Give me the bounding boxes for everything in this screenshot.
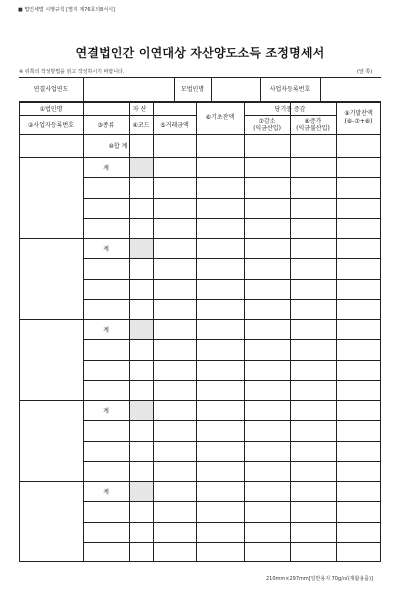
col-closing: ⑨기말잔액 — [344, 110, 373, 117]
grid-col-line — [153, 102, 154, 562]
grid-row-line — [83, 522, 381, 523]
grid-row-line — [83, 258, 381, 259]
grid-top-line — [19, 102, 381, 103]
col-decrease-sub: (익금산입) — [253, 125, 281, 132]
grid-col-line — [336, 102, 337, 562]
group-subtotal-label: 계 — [103, 165, 109, 172]
col-bizno: ②사업자등록번호 — [28, 122, 74, 129]
grid-col-line — [196, 102, 197, 562]
col-type: ③종류 — [97, 122, 115, 129]
grid-row-line — [83, 299, 381, 300]
code-cell-shaded — [130, 401, 153, 420]
grid-row-line — [83, 501, 381, 502]
adjustment-table — [19, 102, 381, 562]
grid-row-line — [83, 380, 381, 381]
fiscal-year-label: 연결사업연도 — [33, 86, 69, 93]
grid-row-line — [19, 319, 381, 320]
code-cell-shaded — [130, 482, 153, 501]
code-cell-shaded — [130, 239, 153, 258]
grid-row-line — [83, 218, 381, 219]
grid-row-line — [83, 542, 381, 543]
code-cell-shaded — [130, 320, 153, 339]
page-mark: (앞 쪽) — [357, 69, 373, 75]
col-change-group: 당기중 증감 — [274, 106, 306, 113]
col-opening: ⑥기초잔액 — [205, 114, 235, 121]
grid-col-line — [290, 102, 291, 562]
col-decrease: ⑦감소 — [258, 118, 276, 125]
paper-spec: 210mm×297mm[일반용지 70g/㎡(재활용품)] — [266, 576, 374, 582]
header-mid-line — [244, 115, 336, 116]
group-subtotal-label: 계 — [103, 327, 109, 334]
header-bottom-line — [19, 134, 381, 135]
grid-row-line — [83, 279, 381, 280]
grid-row-line — [83, 441, 381, 442]
grid-col-line — [244, 102, 245, 562]
instruction-note: ※ 뒤쪽의 작성방법을 읽고 작성하시기 바랍니다. — [19, 69, 125, 75]
grid-bottom-line — [19, 561, 381, 562]
grid-row-line — [19, 238, 381, 239]
total-label: ⑩합 계 — [108, 143, 128, 150]
header-mid-line — [19, 115, 83, 116]
grid-row-line — [83, 420, 381, 421]
grid-row-line — [83, 339, 381, 340]
form-title: 연결법인간 이연대상 자산양도소득 조정명세서 — [75, 46, 325, 60]
header-mid-line — [83, 115, 196, 116]
grid-row-line — [83, 461, 381, 462]
grid-col-line — [19, 102, 20, 562]
col-closing-formula: (⑥-⑦+⑧) — [344, 118, 373, 125]
group-subtotal-label: 계 — [103, 408, 109, 415]
col-asset-group: 자 산 — [132, 106, 147, 113]
grid-col-line — [380, 102, 381, 562]
col-increase: ⑧증가 — [304, 118, 322, 125]
code-cell-shaded — [130, 158, 153, 177]
grid-row-line — [83, 198, 381, 199]
group-subtotal-label: 계 — [103, 489, 109, 496]
total-row-line — [19, 157, 381, 158]
grid-row-line — [83, 177, 381, 178]
bizno-label: 사업자등록번호 — [269, 86, 311, 93]
col-increase-sub: (익금불산입) — [296, 125, 330, 132]
grid-row-line — [19, 400, 381, 401]
form-number: ■ 법인세법 시행규칙 [별지 제76호의8서식] — [18, 7, 115, 13]
grid-row-line — [19, 481, 381, 482]
col-amount: ⑤거래금액 — [160, 122, 189, 129]
parent-name-label: 모법인명 — [180, 86, 205, 93]
group-subtotal-label: 계 — [103, 246, 109, 253]
col-code: ④코드 — [132, 122, 150, 129]
col-corp-name: ①법인명 — [39, 106, 63, 113]
grid-row-line — [83, 360, 381, 361]
